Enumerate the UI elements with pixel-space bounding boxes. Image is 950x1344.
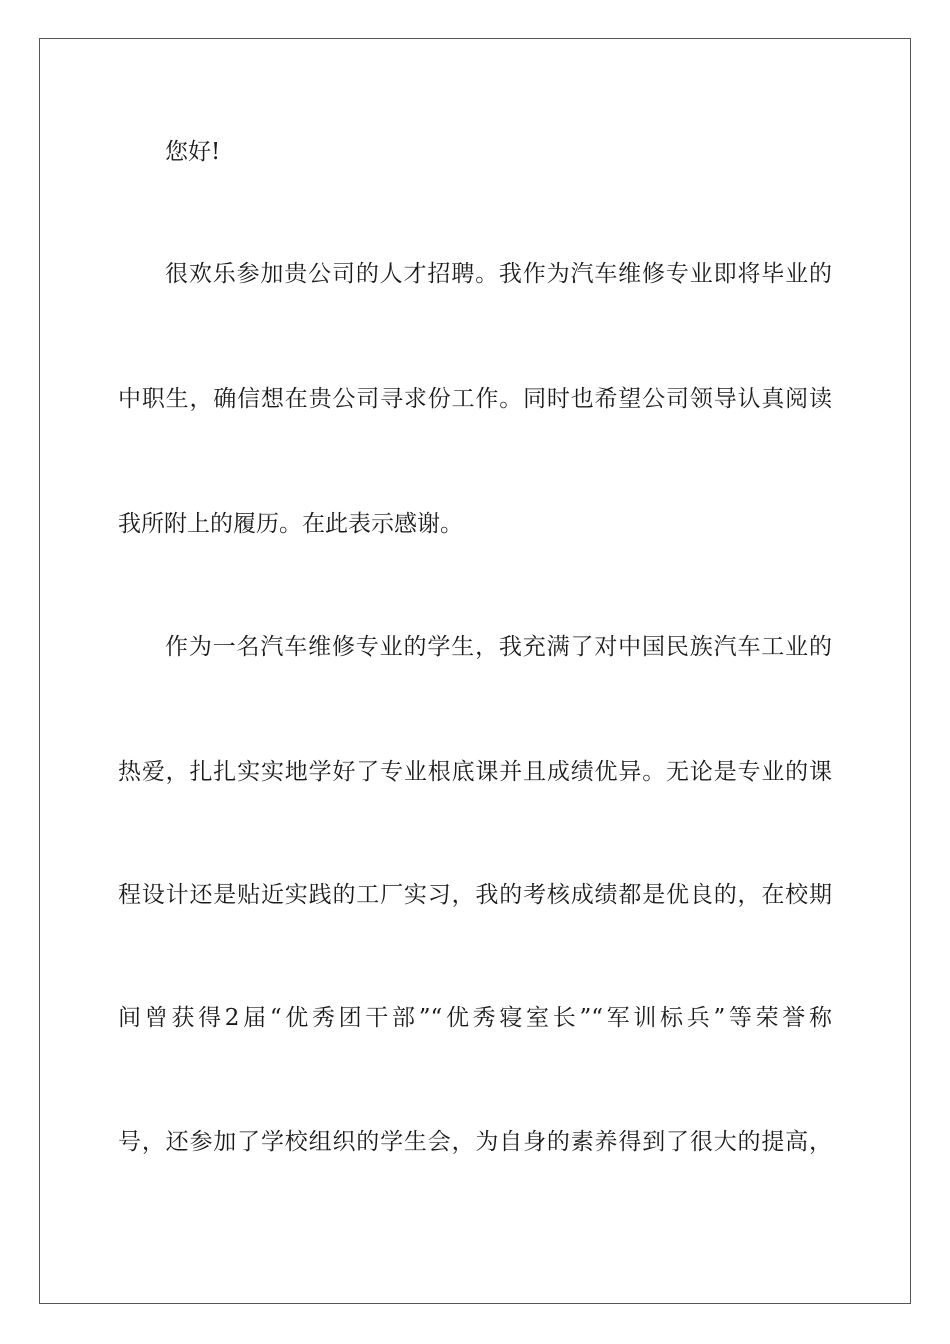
- paragraph-line: 热爱，扎扎实实地学好了专业根底课并且成绩优异。无论是专业的课: [118, 759, 832, 785]
- page-frame: [39, 38, 911, 1304]
- paragraph-line: 间曾获得2届“优秀团干部”“优秀寝室长”“军训标兵”等荣誉称: [118, 1005, 832, 1031]
- paragraph-line: 程设计还是贴近实践的工厂实习，我的考核成绩都是优良的，在校期: [118, 882, 832, 908]
- paragraph-line: 我所附上的履历。在此表示感谢。: [118, 511, 463, 537]
- paragraph-line: 作为一名汽车维修专业的学生，我充满了对中国民族汽车工业的: [165, 634, 832, 660]
- greeting: 您好!: [165, 139, 221, 165]
- paragraph-line: 很欢乐参加贵公司的人才招聘。我作为汽车维修专业即将毕业的: [165, 261, 832, 287]
- paragraph-line: 号，还参加了学校组织的学生会，为自身的素养得到了很大的提高，: [118, 1129, 832, 1155]
- paragraph-line: 中职生，确信想在贵公司寻求份工作。同时也希望公司领导认真阅读: [118, 386, 832, 412]
